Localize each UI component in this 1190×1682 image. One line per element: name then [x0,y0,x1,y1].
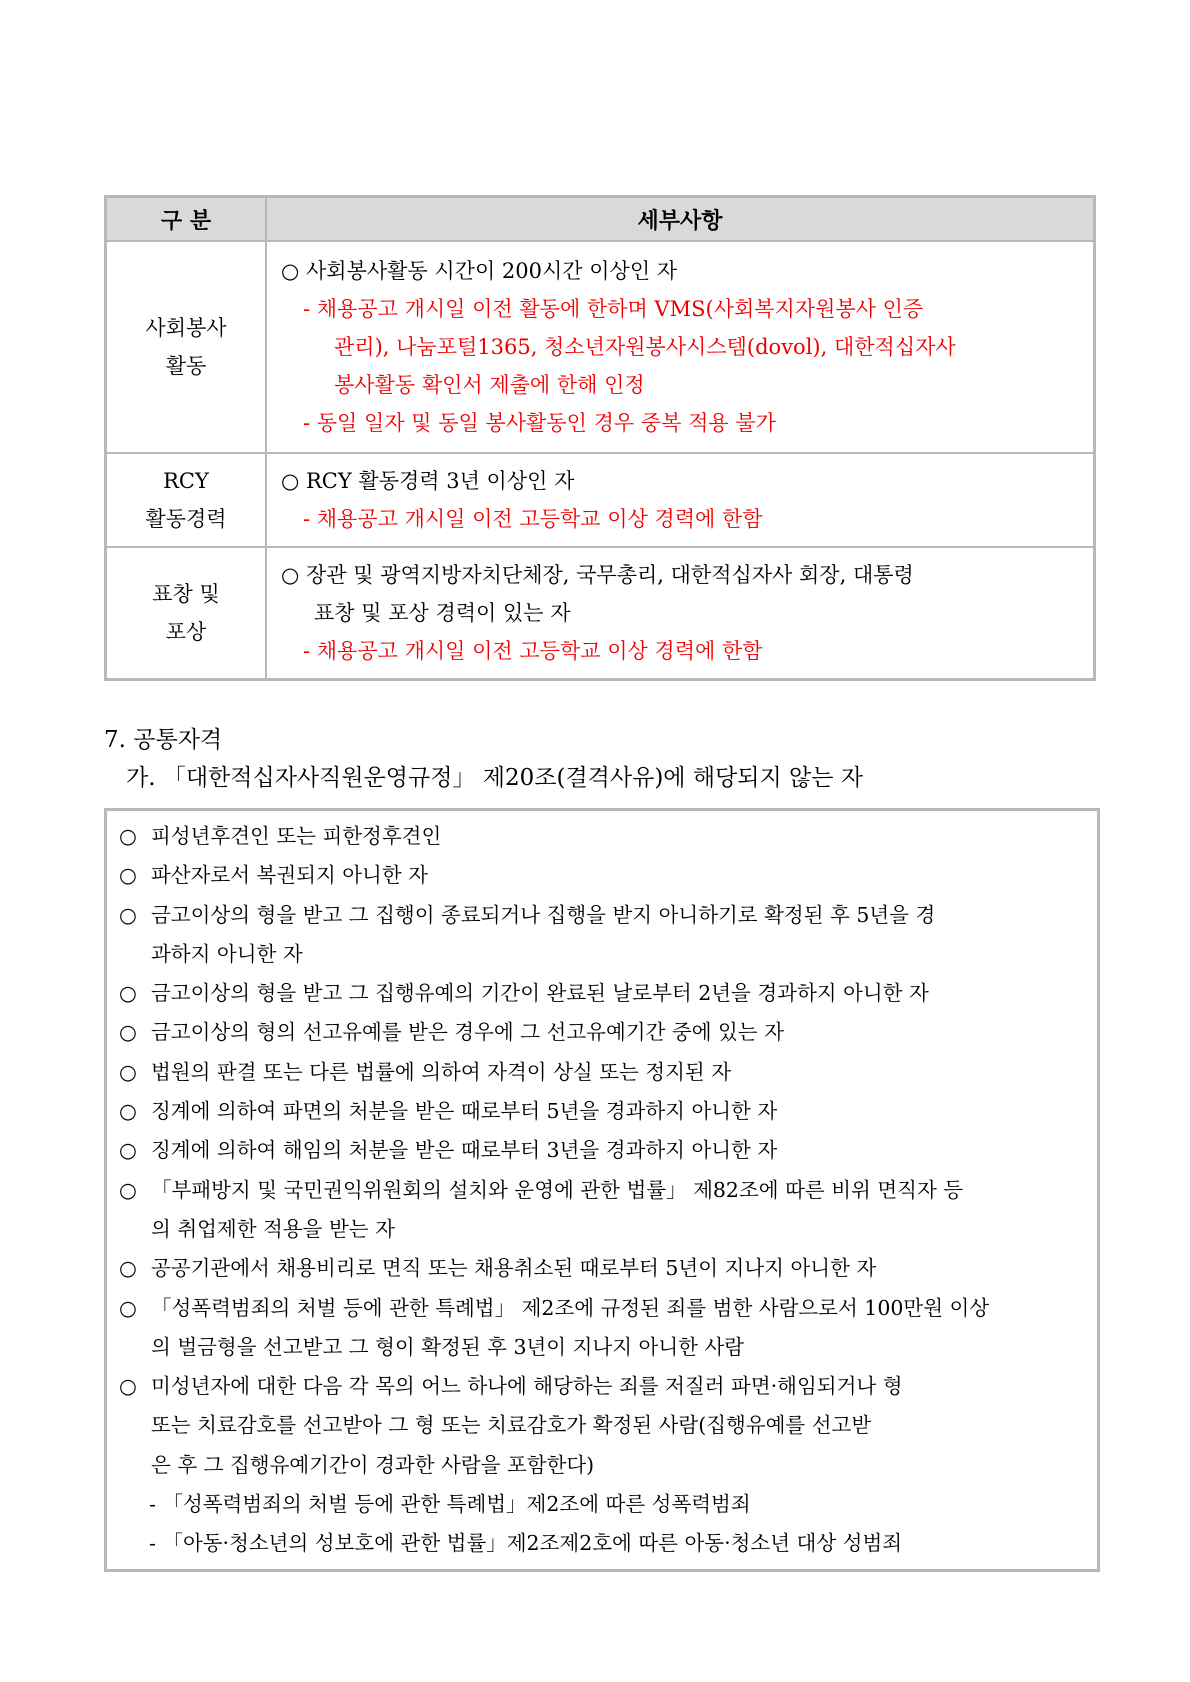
list-item [119,896,1087,935]
category-label: 사회봉사 [145,316,227,340]
item-continuation: 의 취업제한 적용을 받는 자 [151,1216,395,1241]
list-item [119,1092,1087,1131]
circle-bullet-icon: ○ [119,1374,137,1399]
item-text: 징계에 의하여 파면의 처분을 받은 때로부터 5년을 경과하지 아니한 자 [151,1099,778,1124]
list-item [119,1367,1087,1406]
detail-note: - 동일 일자 및 동일 봉사활동인 경우 중복 적용 불가 [303,411,776,435]
item-text: 법원의 판결 또는 다른 법률에 의하여 자격이 상실 또는 정지된 자 [151,1059,732,1084]
circle-bullet-icon: ○ [119,1177,137,1202]
detail-note: 관리), 나눔포털1365, 청소년자원봉사시스템(dovol), 대한적십자사 [334,335,956,359]
section-title: 7. 공통자격 [104,727,223,753]
list-item [119,1249,1087,1288]
table-row [106,453,1095,547]
category-cell [106,547,267,680]
item-continuation: 또는 치료감호를 선고받아 그 형 또는 치료감호가 확정된 사람(집행유예를 선고받 [151,1413,872,1438]
detail-note: - 채용공고 개시일 이전 고등학교 이상 경력에 한함 [303,639,763,663]
detail-note: - 채용공고 개시일 이전 활동에 한하며 VMS(사회복지자원봉사 인증 [303,297,924,321]
table-header-row [106,197,1095,242]
item-continuation: 의 벌금형을 선고받고 그 형이 확정된 후 3년이 지나지 아니한 사람 [151,1334,745,1359]
section-subtitle: 가. 「대한적십자사직원운영규정」 제20조(결격사유)에 해당되지 않는 자 [126,765,863,791]
circle-bullet-icon: ○ [119,1295,137,1320]
item-text: 공공기관에서 채용비리로 면직 또는 채용취소된 때로부터 5년이 지나지 아니한 자 [151,1256,877,1281]
list-item [119,856,1087,895]
category-label: 포상 [165,620,207,644]
detail-cell [266,547,1095,680]
item-text: 금고이상의 형을 받고 그 집행유예의 기간이 완료된 날로부터 2년을 경과하지 아니한 자 [151,981,929,1006]
list-item [119,974,1087,1013]
item-text: 피성년후견인 또는 피한정후견인 [151,824,442,848]
category-cell [106,241,267,453]
header-category: 구 분 [106,197,267,242]
circle-bullet-icon: ○ [119,863,137,888]
category-label: 활동 [165,354,207,378]
circle-bullet-icon: ○ [119,1059,137,1084]
item-continuation: 은 후 그 집행유예기간이 경과한 사람을 포함한다) [151,1452,595,1477]
table-row [106,241,1095,453]
item-text: 파산자로서 복권되지 아니한 자 [151,863,428,888]
circle-bullet-icon: ○ [119,1020,137,1045]
list-item [119,817,1087,856]
header-detail: 세부사항 [266,197,1095,242]
list-item [119,1289,1087,1328]
circle-bullet-icon: ○ [119,902,137,927]
item-text: 금고이상의 형을 받고 그 집행이 종료되거나 집행을 받지 아니하기로 확정된 후 5년을 경 [151,902,936,927]
detail-line: ○ RCY 활동경력 3년 이상인 자 [281,469,575,493]
item-text: 징계에 의하여 해임의 처분을 받은 때로부터 3년을 경과하지 아니한 자 [151,1138,778,1163]
category-label: RCY [163,469,209,493]
circle-bullet-icon: ○ [119,981,137,1006]
list-item [119,1053,1087,1092]
category-label: 표창 및 [152,582,220,606]
detail-cell [266,453,1095,547]
detail-line: 표창 및 포상 경력이 있는 자 [314,601,571,625]
detail-line: ○ 사회봉사활동 시간이 200시간 이상인 자 [281,259,678,283]
table-row [106,547,1095,680]
disqualification-box [104,808,1100,1572]
sub-item: - 「아동·청소년의 성보호에 관한 법률」제2조제2호에 따른 아동·청소년 대상 성범죄 [149,1531,903,1556]
circle-bullet-icon: ○ [119,1138,137,1163]
list-item [119,1131,1087,1170]
category-label: 활동경력 [145,507,227,531]
list-item [119,1171,1087,1210]
circle-bullet-icon: ○ [119,1099,137,1124]
qualification-table [104,195,1096,681]
circle-bullet-icon: ○ [119,824,137,848]
list-item [119,1013,1087,1052]
detail-line: ○ 장관 및 광역지방자치단체장, 국무총리, 대한적십자사 회장, 대통령 [281,563,914,587]
item-text: 금고이상의 형의 선고유예를 받은 경우에 그 선고유예기간 중에 있는 자 [151,1020,784,1045]
detail-note: - 채용공고 개시일 이전 고등학교 이상 경력에 한함 [303,507,763,531]
detail-note: 봉사활동 확인서 제출에 한해 인정 [334,373,645,397]
circle-bullet-icon: ○ [119,1256,137,1281]
item-text: 「성폭력범죄의 처벌 등에 관한 특례법」 제2조에 규정된 죄를 범한 사람으로서 100만원 이상 [151,1295,990,1320]
sub-item: - 「성폭력범죄의 처벌 등에 관한 특례법」제2조에 따른 성폭력범죄 [149,1492,751,1517]
detail-cell [266,241,1095,453]
item-text: 「부패방지 및 국민권익위원회의 설치와 운영에 관한 법률」 제82조에 따른 비위 면직자 등 [151,1177,964,1202]
item-text: 미성년자에 대한 다음 각 목의 어느 하나에 해당하는 죄를 저질러 파면·해임되거나 형 [151,1374,903,1399]
category-cell [106,453,267,547]
item-continuation: 과하지 아니한 자 [151,941,303,966]
